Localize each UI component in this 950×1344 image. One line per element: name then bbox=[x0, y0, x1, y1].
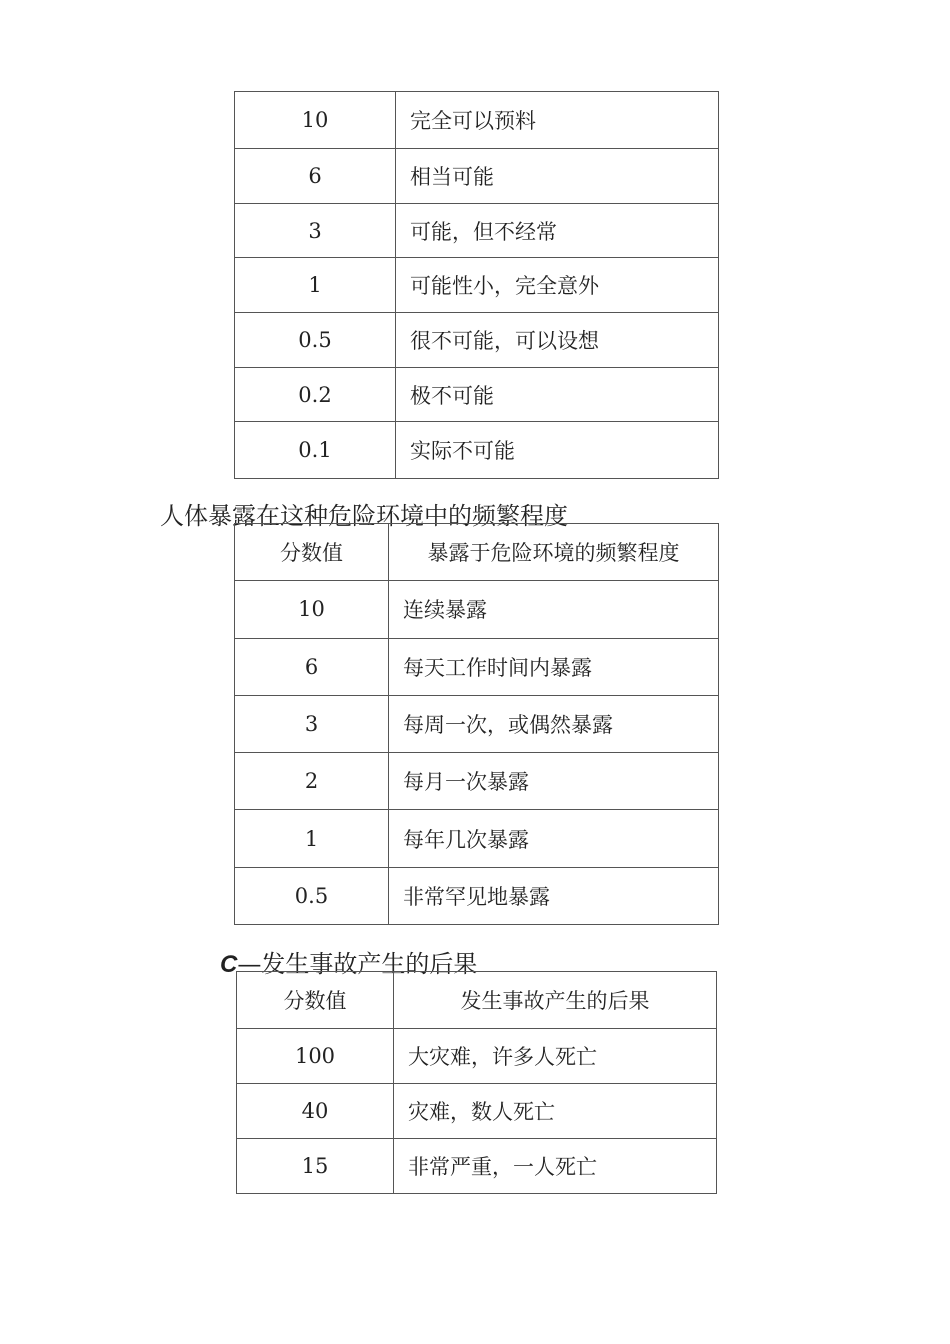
table-row bbox=[235, 92, 719, 149]
header-description-cell: 暴露于危险环境的频繁程度 bbox=[389, 524, 719, 581]
description-cell: 很不可能，可以设想 bbox=[396, 313, 719, 368]
likelihood-table bbox=[234, 91, 719, 479]
header-score-cell: 分数值 bbox=[237, 972, 394, 1029]
description-cell: 极不可能 bbox=[396, 367, 719, 422]
score-cell: 10 bbox=[235, 92, 396, 149]
table-row bbox=[235, 313, 719, 368]
score-cell: 0.1 bbox=[235, 422, 396, 479]
description-cell: 完全可以预料 bbox=[396, 92, 719, 149]
table-row bbox=[235, 581, 719, 638]
description-cell: 连续暴露 bbox=[389, 581, 719, 638]
table-row bbox=[237, 1139, 717, 1194]
description-cell: 每天工作时间内暴露 bbox=[389, 638, 719, 695]
consequence-table bbox=[236, 971, 717, 1194]
score-cell: 2 bbox=[235, 753, 389, 810]
score-cell: 1 bbox=[235, 810, 389, 867]
description-cell: 灾难，数人死亡 bbox=[394, 1084, 717, 1139]
table-row bbox=[235, 149, 719, 204]
table-row bbox=[235, 367, 719, 422]
description-cell: 相当可能 bbox=[396, 149, 719, 204]
description-cell: 可能性小，完全意外 bbox=[396, 258, 719, 313]
description-cell: 每年几次暴露 bbox=[389, 810, 719, 867]
section-caption-text: —发生事故产生的后果 bbox=[237, 950, 478, 978]
table-row bbox=[235, 810, 719, 867]
description-cell: 每月一次暴露 bbox=[389, 753, 719, 810]
table-row bbox=[235, 867, 719, 924]
section-letter: C bbox=[220, 951, 238, 978]
score-cell: 3 bbox=[235, 203, 396, 258]
score-cell: 0.5 bbox=[235, 867, 389, 924]
description-cell: 可能，但不经常 bbox=[396, 203, 719, 258]
score-cell: 0.5 bbox=[235, 313, 396, 368]
score-cell: 1 bbox=[235, 258, 396, 313]
table-row bbox=[235, 258, 719, 313]
score-cell: 6 bbox=[235, 638, 389, 695]
score-cell: 10 bbox=[235, 581, 389, 638]
description-cell: 每周一次，或偶然暴露 bbox=[389, 695, 719, 752]
table-row bbox=[235, 638, 719, 695]
description-cell: 非常罕见地暴露 bbox=[389, 867, 719, 924]
header-score-cell: 分数值 bbox=[235, 524, 389, 581]
table-row bbox=[237, 1029, 717, 1084]
score-cell: 6 bbox=[235, 149, 396, 204]
description-cell: 实际不可能 bbox=[396, 422, 719, 479]
score-cell: 40 bbox=[237, 1084, 394, 1139]
table-row bbox=[237, 1084, 717, 1139]
score-cell: 0.2 bbox=[235, 367, 396, 422]
table-row bbox=[235, 422, 719, 479]
exposure-section-caption: 人体暴露在这种危险环境中的频繁程度 bbox=[160, 502, 568, 530]
table-row bbox=[235, 753, 719, 810]
score-cell: 100 bbox=[237, 1029, 394, 1084]
score-cell: 15 bbox=[237, 1139, 394, 1194]
description-cell: 大灾难，许多人死亡 bbox=[394, 1029, 717, 1084]
table-header-row bbox=[235, 524, 719, 581]
table-row bbox=[235, 695, 719, 752]
table-header-row bbox=[237, 972, 717, 1029]
table-row bbox=[235, 203, 719, 258]
exposure-frequency-table bbox=[234, 523, 719, 925]
description-cell: 非常严重，一人死亡 bbox=[394, 1139, 717, 1194]
header-description-cell: 发生事故产生的后果 bbox=[394, 972, 717, 1029]
score-cell: 3 bbox=[235, 695, 389, 752]
